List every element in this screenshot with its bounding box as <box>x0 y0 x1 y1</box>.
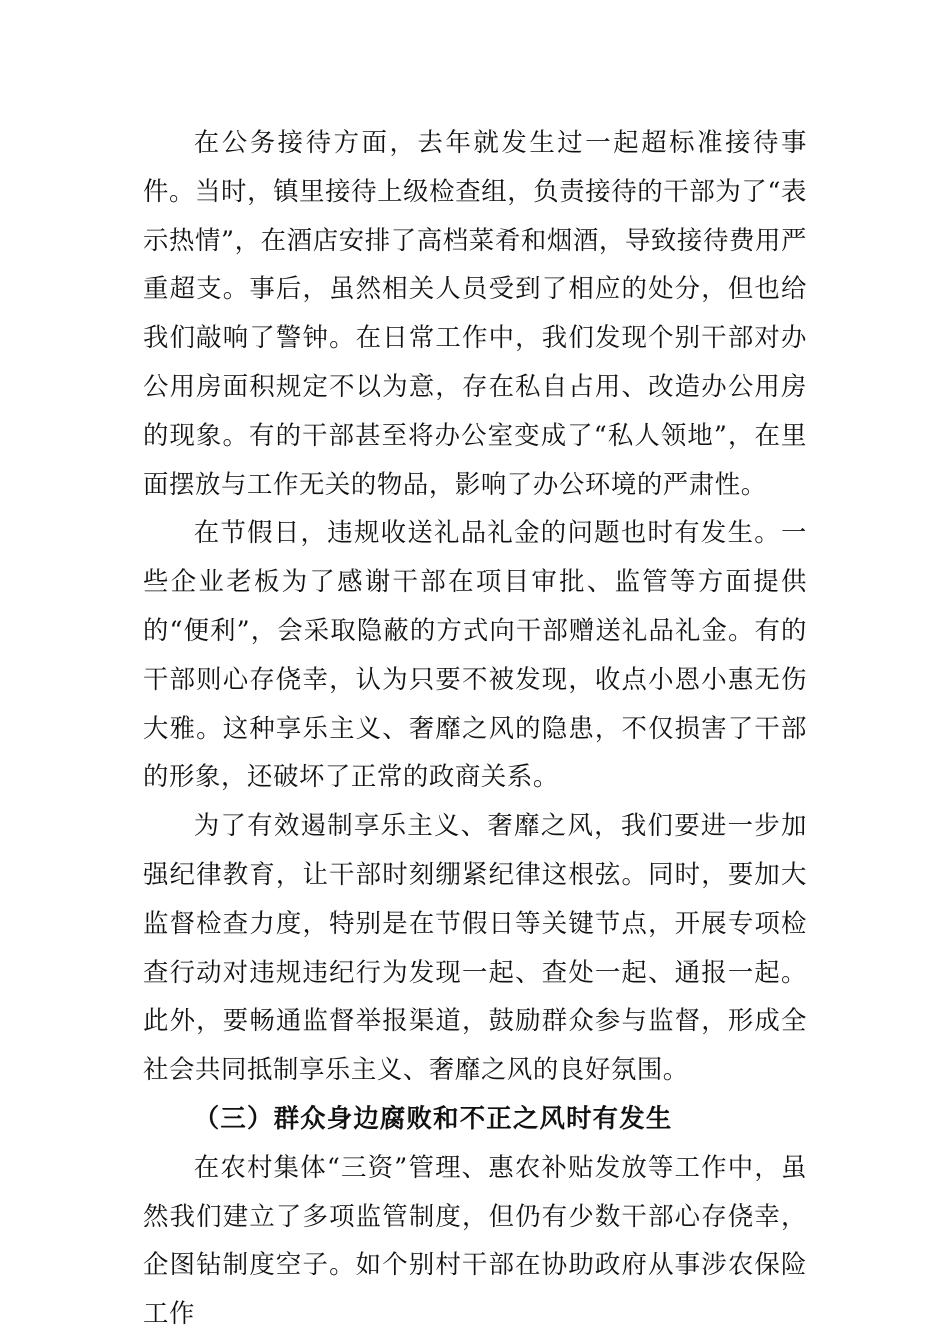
section-heading-3: （三）群众身边腐败和不正之风时有发生 <box>193 1102 673 1133</box>
paragraph-holiday-gifts: 在节假日，违规收送礼品礼金的问题也时有发生。一些企业老板为了感谢干部在项目审批、监管等方面提供的“便利”，会采取隐蔽的方式向干部赠送礼品礼金。有的干部则心存侥幸，认为只要不被发现，收点小恩小惠无伤大雅。这种享乐主义、奢靡之风的隐患，不仅损害了干部的形象，还破坏了正常的政商关系。 <box>143 517 807 792</box>
paragraph-rural-assets: 在农村集体“三资”管理、惠农补贴发放等工作中，虽然我们建立了多项监管制度，但仍有少数干部心存侥幸，企图钻制度空子。如个别村干部在协助政府从事涉农保险工作 <box>143 1151 807 1329</box>
document-body <box>143 118 807 1338</box>
paragraph-reception-standards: 在公务接待方面，去年就发生过一起超标准接待事件。当时，镇里接待上级检查组，负责接待的干部为了“表示热情”，在酒店安排了高档菜肴和烟酒，导致接待费用严重超支。事后，虽然相关人员受到了相应的处分，但也给我们敲响了警钟。在日常工作中，我们发现个别干部对办公用房面积规定不以为意，存在私自占用、改造办公用房的现象。有的干部甚至将办公室变成了“私人领地”，在里面摆放与工作无关的物品，影响了办公环境的严肃性。 <box>143 127 807 499</box>
paragraph-discipline-measures: 为了有效遏制享乐主义、奢靡之风，我们要进一步加强纪律教育，让干部时刻绷紧纪律这根弦。同时，要加大监督检查力度，特别是在节假日等关键节点，开展专项检查行动对违规违纪行为发现一起、查处一起、通报一起。此外，要畅通监督举报渠道，鼓励群众参与监督，形成全社会共同抵制享乐主义、奢靡之风的良好氛围。 <box>143 810 807 1085</box>
